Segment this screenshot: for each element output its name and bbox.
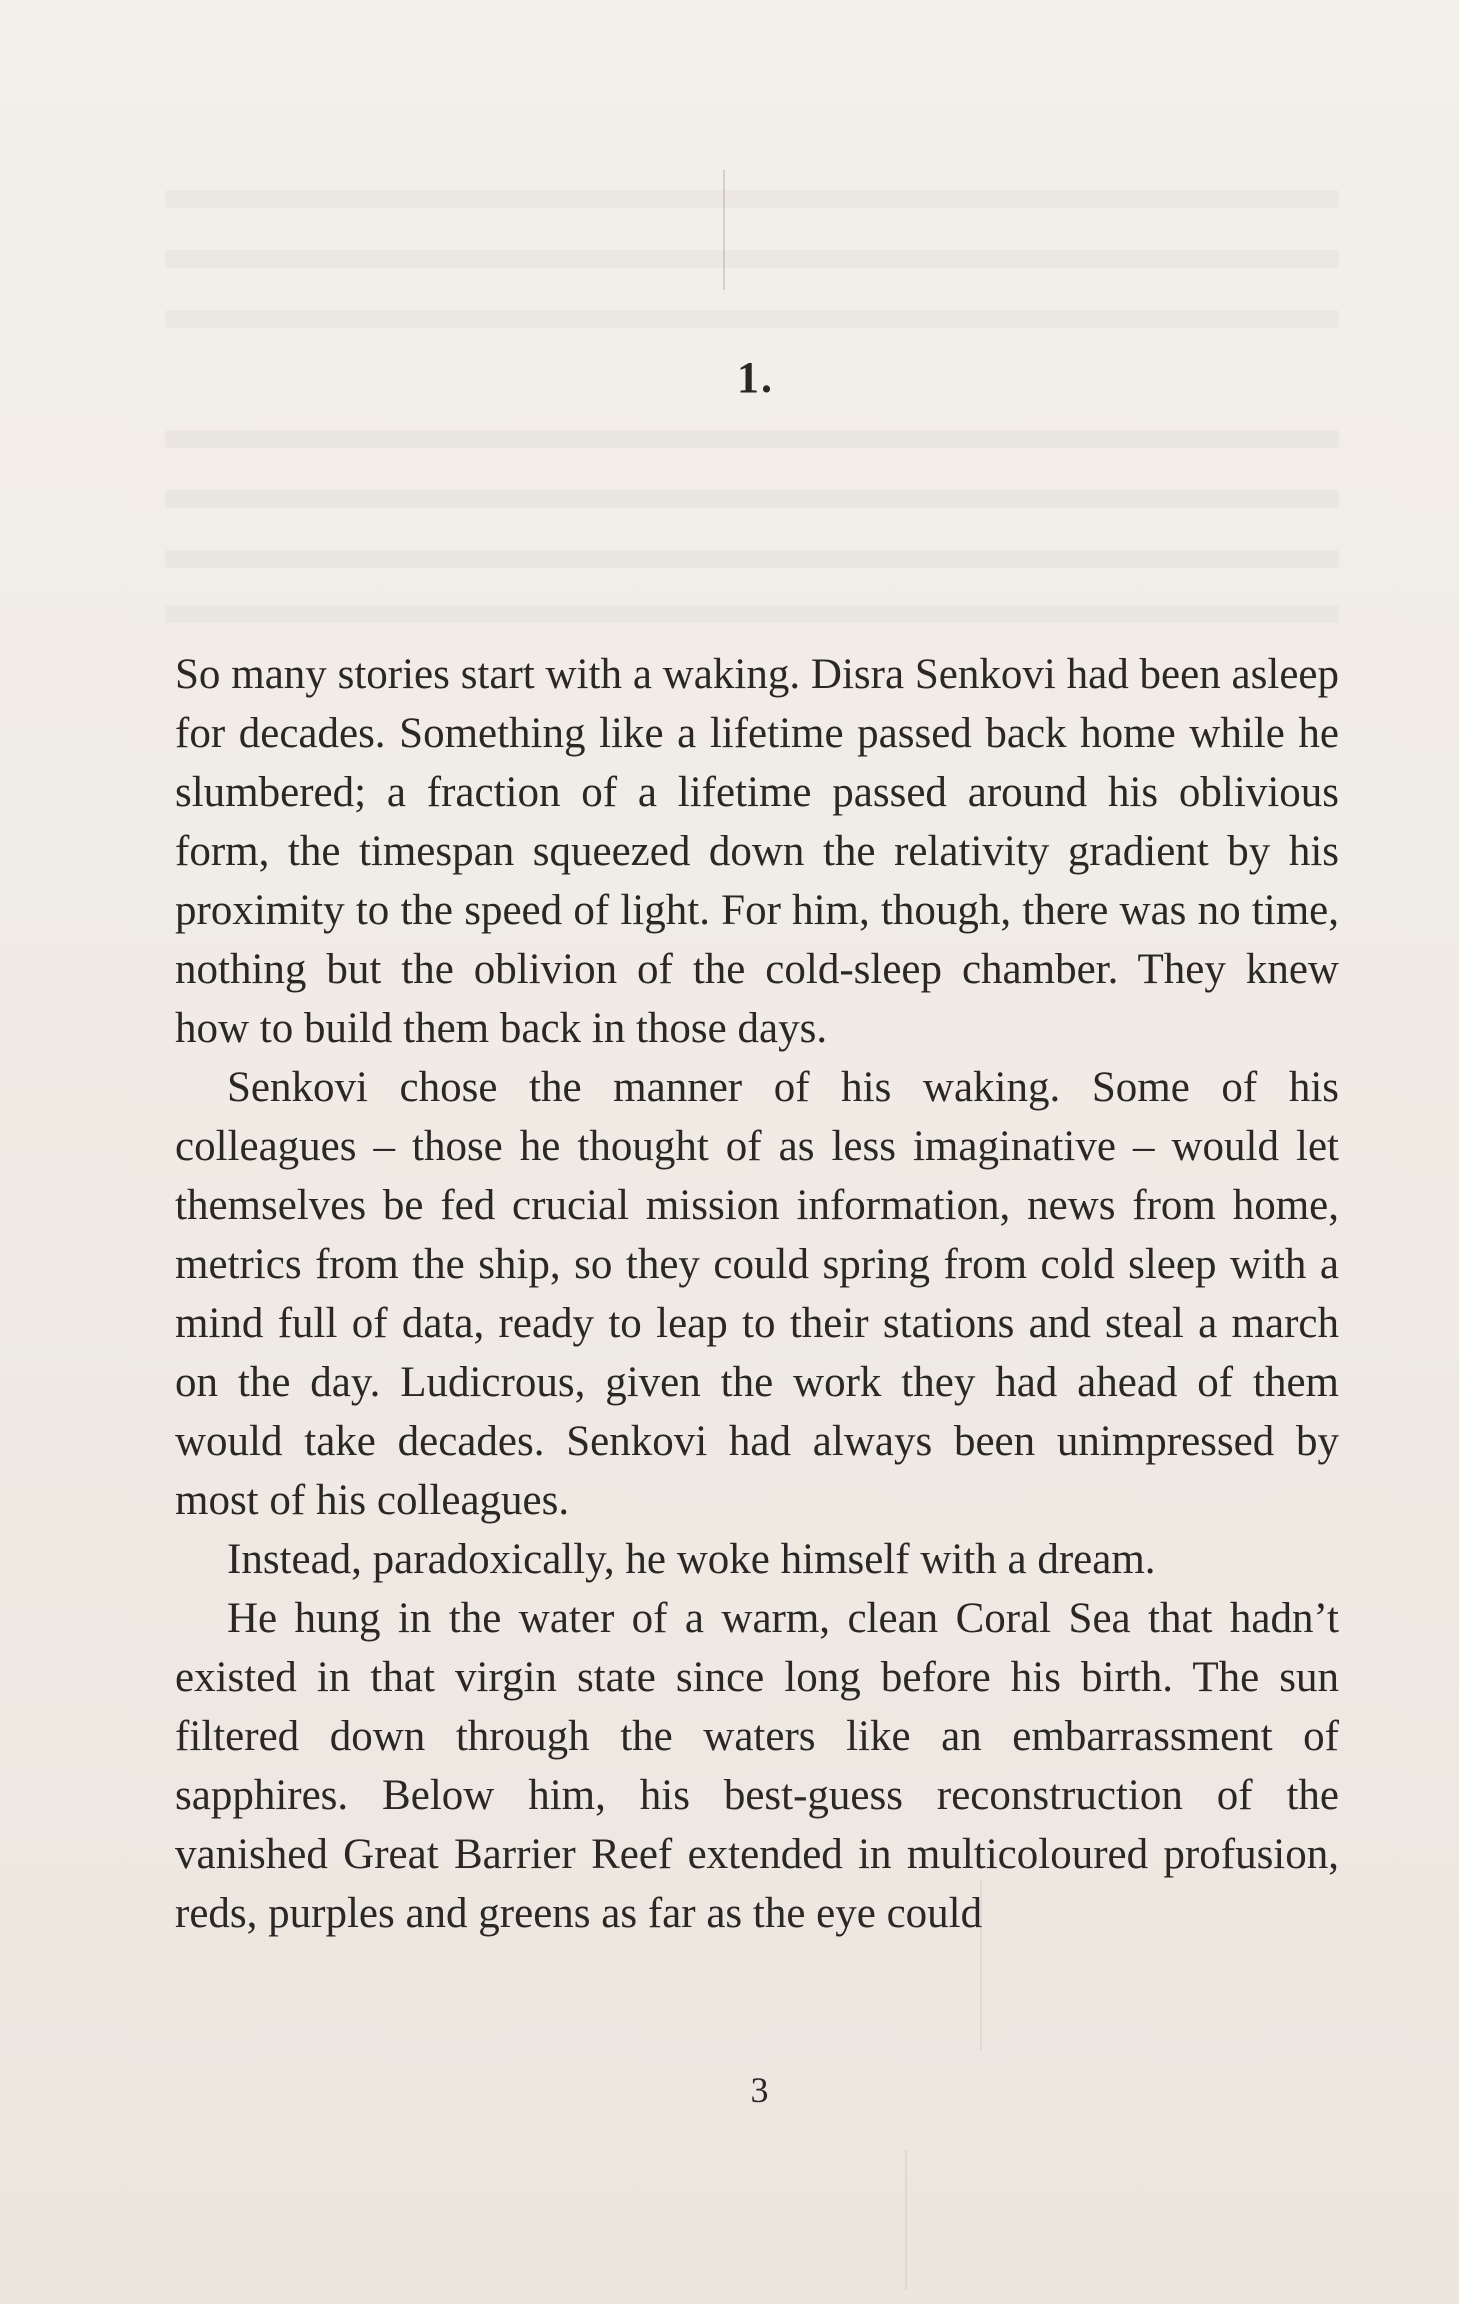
paragraph: Senkovi chose the manner of his waking. Some of his colleagues – those he thought of as less imaginative – would let themselves be fed crucial mission information, news from home, metrics from the ship, so they could spring from cold sleep with a mind full of data, ready to leap to their stations and steal a march on the day. Ludicrous, given the work they had ahead of them would take decades. Senkovi had always been unimpressed by most of his colleagues.	[175, 1064, 1339, 1524]
bleed-through-mark	[723, 170, 725, 290]
body-text	[175, 645, 1339, 1943]
paragraph: He hung in the water of a warm, clean Coral Sea that hadn’t existed in that virgin state since long before his birth. The sun filtered down through the waters like an embarrassment of sapphires. Below him, his best-guess reconstruction of the vanished Great Barrier Reef extended in multicoloured profusion, reds, purples and greens as far as the eye could	[175, 1595, 1339, 1937]
bleed-through-line	[165, 605, 1339, 623]
page-number: 3	[750, 2070, 769, 2110]
paper-crease	[905, 2150, 907, 2290]
bleed-through-line	[165, 550, 1339, 568]
paragraph: So many stories start with a waking. Disra Senkovi had been asleep for decades. Something like a lifetime passed back home while he slumbered; a fraction of a lifetime passed around his oblivious form, the timespan squeezed down the relativity gradient by his proximity to the speed of light. For him, though, there was no time, nothing but the oblivion of the cold-sleep chamber. They knew how to build them back in those days.	[175, 651, 1339, 1052]
bleed-through-line	[165, 250, 1339, 268]
bleed-through-line	[165, 190, 1339, 208]
bleed-through-line	[165, 430, 1339, 448]
bleed-through-line	[165, 490, 1339, 508]
paragraph: Instead, paradoxically, he woke himself with a dream.	[227, 1536, 1156, 1583]
chapter-number: 1.	[737, 353, 774, 402]
bleed-through-line	[165, 310, 1339, 328]
